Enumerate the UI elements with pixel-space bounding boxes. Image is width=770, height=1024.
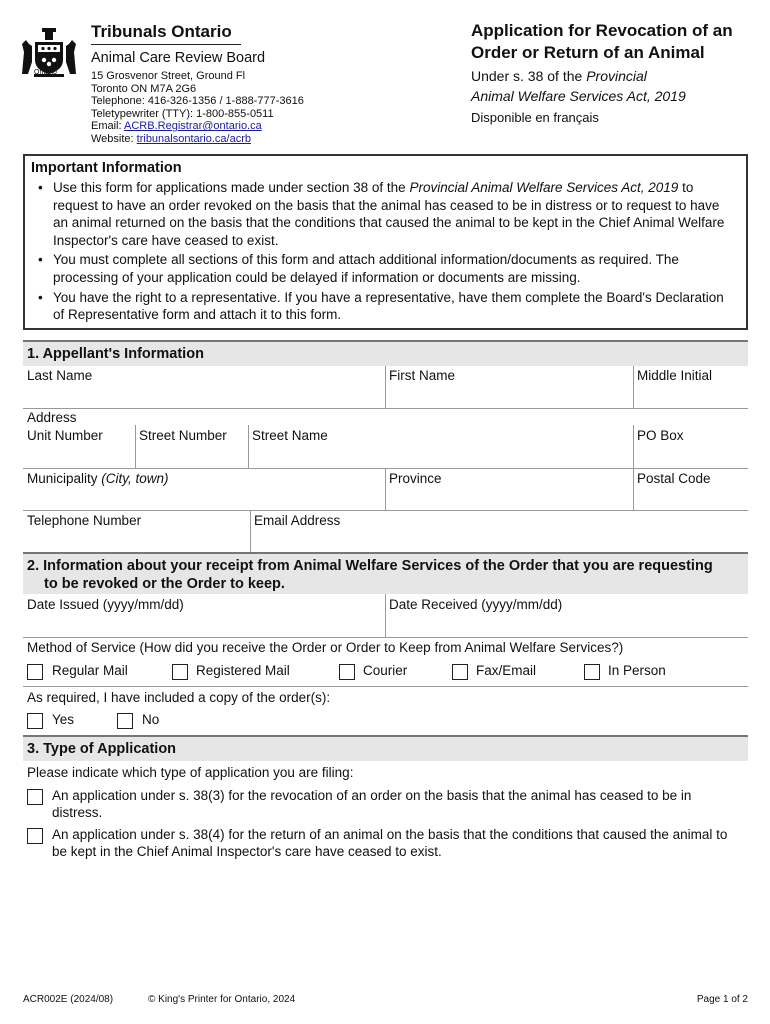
last-name-field[interactable] bbox=[23, 368, 383, 408]
website-line bbox=[91, 133, 343, 146]
middle-initial-label: Middle Initial bbox=[637, 368, 713, 383]
info-bullet-3: • You have the right to a representative. If you have a representative, have them complete the Board's Declaration of Representative form and attach it to this form. bbox=[31, 289, 738, 324]
section-3-header: 3. Type of Application bbox=[23, 735, 748, 761]
form-identifier: ACR002E (2024/08) bbox=[23, 994, 114, 1005]
province-label: Province bbox=[389, 471, 442, 486]
email-address-field[interactable] bbox=[250, 513, 748, 551]
important-information-box bbox=[23, 154, 748, 330]
in-person-checkbox[interactable] bbox=[584, 664, 600, 680]
middle-initial-field[interactable] bbox=[633, 368, 748, 408]
page-number: Page 1 of 2 bbox=[696, 994, 748, 1005]
divider bbox=[23, 510, 748, 511]
email-label: Email: bbox=[91, 120, 125, 133]
revocation-application-label: An application under s. 38(3) for the revocation of an order on the basis that the animal has ceased to be in distress. bbox=[52, 788, 692, 820]
email-address-label: Email Address bbox=[254, 513, 341, 528]
section-2-title-line-2: to be revoked or the Order to keep. bbox=[44, 576, 285, 592]
telephone-line: Telephone: 416-326-1356 / 1-888-777-3616 bbox=[91, 95, 304, 108]
application-type-prompt: Please indicate which type of application you are filing: bbox=[27, 765, 354, 780]
date-received-field[interactable] bbox=[385, 597, 748, 637]
copyright-notice: © King's Printer for Ontario, 2024 bbox=[148, 994, 296, 1005]
important-information-title: Important Information bbox=[31, 160, 182, 176]
info-bullet-1-post: to request to have an order revoked on the basis that the animal has ceased to be in distress or to request to have an animal returned on the basis that the conditions that caused the animal to be kept in the Chief Animal Welfare Inspector's care have ceased to exist. bbox=[53, 180, 725, 248]
divider bbox=[23, 637, 748, 638]
address-line-1: 15 Grosvenor Street, Ground Fl bbox=[91, 70, 246, 82]
website-label: Website: bbox=[91, 132, 137, 145]
street-name-field[interactable] bbox=[248, 428, 633, 468]
first-name-field[interactable] bbox=[385, 368, 633, 408]
section-2-title-line-1: 2. Information about your receipt from Animal Welfare Services of the Order that you are requesting bbox=[27, 558, 713, 574]
copy-no-label: No bbox=[142, 712, 160, 727]
subtitle-prefix: Under s. 38 of the bbox=[471, 68, 587, 84]
telephone-number-field[interactable] bbox=[23, 513, 248, 551]
return-application-label: An application under s. 38(4) for the return of an animal on the basis that the conditions that caused the animal to be kept in the Chief Animal Inspector's care have ceased to exist. bbox=[52, 827, 728, 859]
website-link[interactable]: tribunalsontario.ca/acrb bbox=[136, 132, 251, 145]
method-of-service-label: Method of Service (How did you receive the Order or Order to Keep from Animal Welfare Services?) bbox=[27, 640, 624, 655]
board-name: Animal Care Review Board bbox=[91, 50, 266, 66]
document-title-line-1: Application for Revocation of an bbox=[471, 21, 733, 40]
divider bbox=[23, 408, 748, 409]
section-2-header bbox=[23, 552, 748, 594]
municipality-field[interactable] bbox=[23, 471, 385, 510]
date-issued-label: Date Issued (yyyy/mm/dd) bbox=[27, 597, 184, 612]
street-number-field[interactable] bbox=[135, 428, 248, 468]
french-availability: Disponible en français bbox=[471, 110, 599, 125]
courier-checkbox[interactable] bbox=[339, 664, 355, 680]
street-number-label: Street Number bbox=[139, 428, 227, 443]
fax-email-checkbox[interactable] bbox=[452, 664, 468, 680]
email-line bbox=[91, 120, 343, 133]
divider bbox=[91, 44, 241, 45]
logo-caption: Ontario bbox=[34, 69, 57, 76]
postal-code-field[interactable] bbox=[633, 471, 748, 510]
document-title-block bbox=[471, 20, 761, 125]
regular-mail-label: Regular Mail bbox=[52, 663, 128, 678]
municipality-hint: (City, town) bbox=[101, 471, 169, 486]
po-box-label: PO Box bbox=[637, 428, 684, 443]
info-bullet-1 bbox=[31, 179, 738, 249]
divider bbox=[23, 686, 748, 687]
email-link[interactable]: ACRB.Registrar@ontario.ca bbox=[124, 120, 262, 133]
municipality-label: Municipality bbox=[27, 471, 102, 486]
return-application-checkbox[interactable] bbox=[27, 828, 43, 844]
tty-line: Teletypewriter (TTY): 1-800-855-0511 bbox=[91, 107, 274, 120]
organization-block bbox=[91, 22, 343, 146]
in-person-label: In Person bbox=[608, 663, 666, 678]
important-information-list bbox=[31, 179, 738, 324]
info-bullet-2: • You must complete all sections of this form and attach additional information/documents as required. The processing of your application could be delayed if information or documents are missing. bbox=[31, 251, 738, 286]
telephone-number-label: Telephone Number bbox=[27, 513, 142, 528]
first-name-label: First Name bbox=[389, 368, 456, 383]
postal-code-label: Postal Code bbox=[637, 471, 711, 486]
copy-no-checkbox[interactable] bbox=[117, 713, 133, 729]
act-name-part-2: Animal Welfare Services Act, 2019 bbox=[471, 88, 686, 104]
info-bullet-1-act: Provincial Animal Welfare Services Act, 2019 bbox=[409, 180, 679, 195]
section-1-header: 1. Appellant's Information bbox=[23, 340, 748, 366]
unit-number-label: Unit Number bbox=[27, 428, 103, 443]
copy-yes-checkbox[interactable] bbox=[27, 713, 43, 729]
date-issued-field[interactable] bbox=[23, 597, 385, 637]
address-label: Address bbox=[27, 410, 77, 425]
copy-yes-label: Yes bbox=[52, 712, 75, 727]
act-name-part-1: Provincial bbox=[586, 68, 647, 84]
revocation-application-checkbox[interactable] bbox=[27, 789, 43, 805]
info-bullet-1-pre: Use this form for applications made under section 38 of the bbox=[53, 180, 410, 195]
document-subtitle bbox=[471, 66, 761, 106]
registered-mail-label: Registered Mail bbox=[196, 663, 290, 678]
copy-included-question: As required, I have included a copy of the order(s): bbox=[27, 690, 331, 705]
unit-number-field[interactable] bbox=[23, 428, 133, 468]
courier-label: Courier bbox=[363, 663, 408, 678]
registered-mail-checkbox[interactable] bbox=[172, 664, 188, 680]
fax-email-label: Fax/Email bbox=[476, 663, 537, 678]
regular-mail-checkbox[interactable] bbox=[27, 664, 43, 680]
organization-title: Tribunals Ontario bbox=[91, 22, 232, 41]
address-line-2: Toronto ON M7A 2G6 bbox=[91, 82, 197, 95]
date-received-label: Date Received (yyyy/mm/dd) bbox=[389, 597, 563, 612]
last-name-label: Last Name bbox=[27, 368, 93, 383]
po-box-field[interactable] bbox=[633, 428, 748, 468]
street-name-label: Street Name bbox=[252, 428, 328, 443]
document-title-line-2: Order or Return of an Animal bbox=[471, 43, 705, 62]
province-field[interactable] bbox=[385, 471, 633, 510]
